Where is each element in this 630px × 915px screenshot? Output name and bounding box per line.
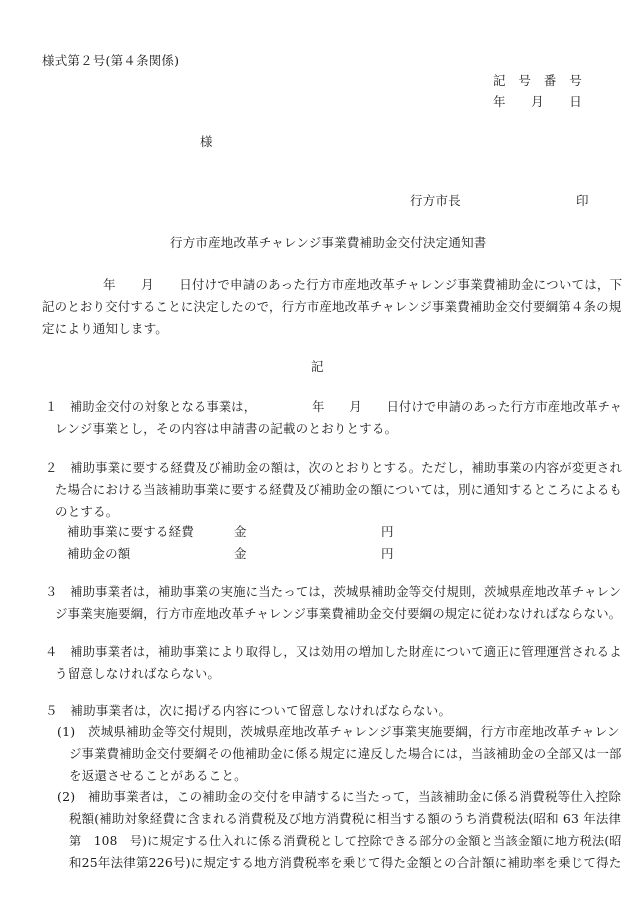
item4-line-2: う留意しなければならない。: [55, 666, 221, 681]
item1-line-2: レンジ事業とし，その内容は申請書の記載のとおりとする。: [55, 421, 398, 436]
date-line: 年 月 日: [493, 94, 582, 109]
subsidy-row-kin: 金: [234, 546, 247, 561]
issuer-name: 行方市長: [410, 193, 461, 208]
item2-line-2: た場合における当該補助事業に要する経費及び補助金の額については，別に通知するところによるも: [55, 482, 623, 497]
item2-line-1: ２ 補助事業に要する経費及び補助金の額は，次のとおりとする。ただし，補助事業の内容が変更され: [45, 461, 623, 475]
item3-line-1: ３ 補助事業者は，補助事業の実施に当たっては，茨城県補助金等交付規則，茨城県産地改革チャレン: [45, 585, 622, 599]
item5-line: ５ 補助事業者は，次に掲げる内容について留意しなければならない。: [45, 703, 452, 718]
subsidy-row-label: 補助金の額: [67, 546, 131, 561]
intro-line-1: 年 月 日付けで申請のあった行方市産地改革チャレンジ事業費補助金については，下: [103, 277, 623, 292]
addressee: 様: [200, 134, 213, 149]
document-title: 行方市産地改革チャレンジ事業費補助金交付決定通知書: [170, 235, 487, 250]
sub1-line-2: ジ事業費補助金交付要綱その他補助金に係る規定に違反した場合には，当該補助金の全部又は一部: [69, 747, 622, 761]
cost-row-kin: 金: [234, 524, 247, 539]
sub1-line-3: を返還させることがあること。: [69, 768, 247, 783]
item2-line-3: のとする。: [55, 504, 119, 519]
item1-line-1: １ 補助金交付の対象となる事業は， 年 月 日付けで申請のあった行方市産地改革チャ: [45, 400, 623, 414]
item3-line-2: ジ事業実施要綱，行方市産地改革チャレンジ事業費補助金交付要綱の規定に従わなければならない。: [55, 606, 622, 621]
sub2-line-4: 和25年法律第226号)に規定する地方消費税率を乗じて得た金額との合計額に補助率を乗じて得た: [69, 855, 622, 870]
sub2-line-3: 第 108 号)に規定する仕入れに係る消費税として控除できる部分の金額と当該金額に地方税法(昭: [69, 834, 622, 848]
form-label: 様式第２号(第４条関係): [42, 53, 180, 68]
sub2-line-2: 税額(補助対象経費に含まれる消費税及び地方消費税に相当する額のうち消費税法(昭和 63 年法律: [69, 811, 622, 826]
intro-line-2: 記のとおり交付することに決定したので，行方市産地改革チャレンジ事業費補助金交付要綱第４条の規: [42, 299, 622, 314]
ki-heading: 記: [311, 359, 324, 374]
record-number: 記 号 番 号: [493, 73, 582, 88]
cost-row-yen: 円: [381, 524, 394, 539]
sub1-line-1: (1) 茨城県補助金等交付規則，茨城県産地改革チャレンジ事業実施要綱，行方市産地改革チャレン: [57, 724, 620, 739]
sub2-line-1: (2) 補助事業者は，この補助金の交付を申請するに当たって，当該補助金に係る消費税等仕入控除: [57, 789, 622, 804]
subsidy-row-yen: 円: [381, 546, 394, 561]
item4-line-1: ４ 補助事業者は，補助事業により取得し，又は効用の増加した財産について適正に管理運営されるよ: [45, 645, 622, 659]
cost-row-label: 補助事業に要する経費: [67, 524, 195, 539]
seal-mark: 印: [576, 193, 589, 208]
intro-line-3: 定により通知します。: [42, 321, 169, 336]
